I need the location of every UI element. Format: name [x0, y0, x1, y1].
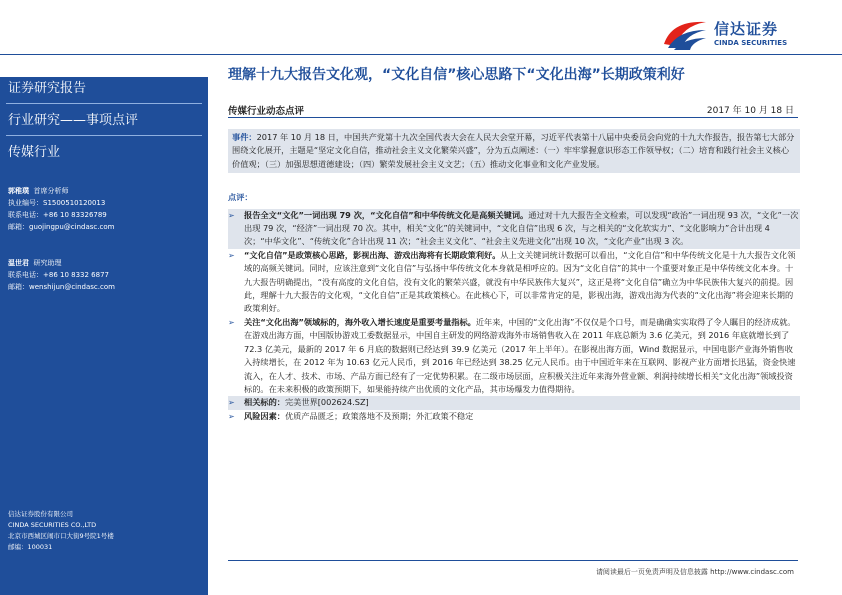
report-title: 理解十九大报告文化观，“文化自信”核心思路下“文化出海”长期政策利好	[228, 67, 685, 83]
logo-text-en: CINDA SECURITIES	[714, 39, 788, 47]
event-section	[228, 129, 800, 173]
arrow-bullet-icon: ➢	[228, 317, 235, 327]
title-divider	[228, 117, 798, 118]
analyst-email[interactable]: 邮箱：wenshijun@cindasc.com	[8, 283, 115, 291]
list-item: ➢ 风险因素：优质产品匮乏；政策落地不及预期；外汇政策不稳定	[228, 410, 800, 423]
event-label: 事件：	[232, 132, 257, 142]
report-subtitle: 传媒行业动态点评	[228, 106, 305, 117]
list-item: ➢ 相关标的：完美世界[002624.SZ]	[228, 396, 800, 409]
list-item: ➢ 报告全文“文化”一词出现 79 次，“文化自信”和中华传统文化是高频关键词。通过对十九大报告全文检索，可以发现“政治”一词出现 93 次，“文化”一次出现 79 次，“经济”一词出现 70 次。其中，相关“文化”的关键词中，“文化自信”出现 6 次，与之相关的“文化软实力”、“文化影响力”合计出现 4 次；“中华文化”、“传统文化”合计出现 11 次；“社会主义文化”、“社会主义先进文化”出现 10 次，“文化产业”出现 3 次。	[228, 209, 800, 249]
report-date: 2017 年 10 月 18 日	[706, 106, 794, 116]
footer-divider	[228, 560, 798, 561]
logo-swoosh-icon	[662, 16, 708, 50]
sidebar-section-industry: 传媒行业	[8, 145, 61, 160]
logo-text-cn: 信达证券	[714, 20, 779, 38]
arrow-bullet-icon: ➢	[228, 210, 235, 220]
company-address: 信达证券股份有限公司 CINDA SECURITIES CO.,LTD 北京市西城区闹市口大街9号院1号楼 邮编：100031	[8, 510, 114, 551]
analyst-block: 温世君 研究助理 联系电话：+86 10 8332 6877 邮箱：wenshijun@cindasc.com	[8, 259, 115, 291]
list-item: ➢ “文化自信”是政策核心思路，影视出海、游戏出海将有长期政策利好。从上文关键词统计数据可以看出，“文化自信”和中华传统文化是十九大报告文化领域的高频关键词。同时，应该注意到“文化自信”与弘扬中华传统文化本身就是相呼应的。因为“文化自信”的其中一个重要对象正是中华传统文化本身。十九大报告明确提出，“没有高度的文化自信，没有文化的繁荣兴盛，就没有中华民族伟大复兴”，这正是将“文化自信”确立为中华民族伟大复兴的前提。因此，理解十九大报告的文化观，“文化自信”正是其政策核心。在此核心下，可以非常肯定的是，影视出海，游戏出海为代表的“文化出海”将会迎来长期的政策利好。	[228, 249, 796, 314]
sidebar-section-type: 行业研究——事项点评	[0, 111, 208, 136]
sidebar	[0, 77, 208, 595]
arrow-bullet-icon: ➢	[228, 398, 235, 408]
analyst-block: 郭稚璞 首席分析师 执业编号：S1500510120013 联系电话：+86 10 83326789 邮箱：guojingpu@cindasc.com	[8, 187, 115, 231]
arrow-bullet-icon: ➢	[228, 411, 235, 421]
event-text: 2017 年 10 月 18 日，中国共产党第十九次全国代表大会在人民大会堂开幕，习近平代表第十八届中央委员会向党的十九大作报告，报告第七大部分围绕文化展开，主题是“坚定文化自信，推动社会主义文化繁荣兴盛”，分为五点阐述：（一）牢牢掌握意识形态工作领导权；（二）培育和践行社会主义核心价值观；（三）加强思想道德建设；（四）繁荣发展社会主义文艺；（五）推动文化事业和文化产业发展。	[232, 132, 795, 169]
sidebar-divider	[6, 135, 202, 136]
report-body	[228, 129, 800, 423]
company-logo	[662, 16, 812, 54]
disclaimer-note: 请阅读最后一页免责声明及信息披露 http://www.cindasc.com	[595, 568, 794, 576]
comment-label: 点评：	[228, 192, 253, 203]
arrow-bullet-icon: ➢	[228, 250, 235, 260]
list-item: ➢ 关注“文化出海”领域标的，海外收入增长速度是重要考量指标。近年来，中国的“文化出海”不仅仅是个口号，而是确确实实取得了令人瞩目的经济成就。在游戏出海方面，中国版协游戏工委数据显示，中国自主研发的网络游戏海外市场销售收入在 2011 年底总额为 3.6 亿美元，到 2016 年底就增长到了 72.3 亿美元，最新的 2017 年 6 月底的数据则已经达到 39.9 亿美元（2017 年上半年）。在影视出海方面，Wind 数据显示，中国电影产业海外销售收入持续增长，在 2012 年为 10.63 亿元人民币，到 2016 年已经达到 38.25 亿元人民币。由于中国近年来在互联网、影视产业方面增长迅猛，资金快速流入，在人才、技术、市场、产品方面已经有了一定优势积累。在二级市场层面，应积极关注近年来海外营业额、利润持续增长相关“文化出海”领域投资标的。在未来积极的政策预期下，如果能持续产出优质的文化产品，其市场爆发力值得期待。	[228, 316, 796, 394]
analyst-email[interactable]: 邮箱：guojingpu@cindasc.com	[8, 223, 115, 231]
sidebar-divider	[6, 103, 202, 104]
sidebar-section-report: 证券研究报告	[0, 79, 208, 104]
header-divider	[0, 54, 842, 55]
